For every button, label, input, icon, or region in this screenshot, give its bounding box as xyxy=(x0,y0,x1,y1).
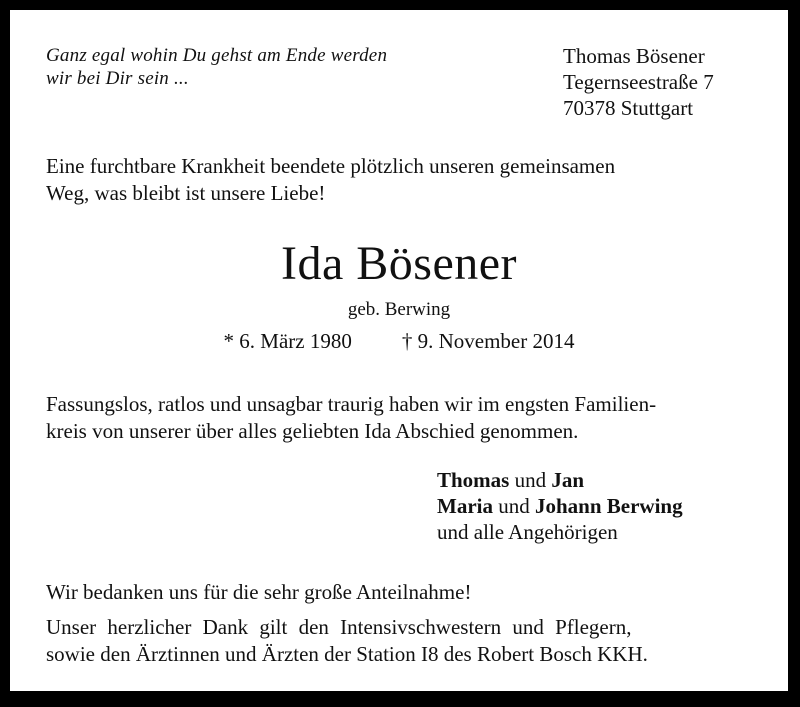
intro-line: Weg, was bleibt ist unsere Liebe! xyxy=(46,181,326,205)
address-name: Thomas Bösener xyxy=(563,44,705,68)
address-city: 70378 Stuttgart xyxy=(563,96,694,120)
mourners-signature xyxy=(437,467,683,545)
acknowledgement-line: sowie den Ärztinnen und Ärzten der Station I8 des Robert Bosch KKH. xyxy=(46,642,648,666)
contact-address xyxy=(563,43,714,121)
motto-line: Ganz egal wohin Du gehst am Ende werden xyxy=(46,45,388,66)
maiden-name: geb. Berwing xyxy=(347,299,451,320)
signer-name: Johann Berwing xyxy=(534,494,683,518)
conjunction: und xyxy=(492,494,535,518)
farewell-line: Fassungslos, ratlos und unsagbar traurig haben wir im engsten Familien- xyxy=(46,392,657,416)
motto-line: wir bei Dir sein ... xyxy=(46,68,189,89)
birth-date: * 6. März 1980 xyxy=(223,329,352,353)
death-date: † 9. November 2014 xyxy=(401,329,575,353)
signer-line xyxy=(437,493,683,519)
life-dates xyxy=(10,328,788,354)
signer-name: Jan xyxy=(551,468,585,492)
farewell-text xyxy=(46,391,764,445)
signer-name: Maria xyxy=(437,494,493,518)
intro-text xyxy=(46,153,766,207)
intro-line: Eine furchtbare Krankheit beendete plötzlich unseren gemeinsamen xyxy=(46,154,616,178)
signer-line xyxy=(437,467,683,493)
signer-line: und alle Angehörigen xyxy=(437,520,618,544)
address-street: Tegernseestraße 7 xyxy=(563,70,714,94)
acknowledgement-text xyxy=(46,614,764,668)
thanks-line: Wir bedanken uns für die sehr große Anteilnahme! xyxy=(46,580,472,604)
conjunction: und xyxy=(509,468,552,492)
acknowledgement-line: Unser herzlicher Dank gilt den Intensivschwestern und Pflegern, xyxy=(46,615,632,639)
farewell-line: kreis von unserer über alles geliebten Ida Abschied genommen. xyxy=(46,419,579,443)
signer-name: Thomas xyxy=(437,468,510,492)
obituary-notice xyxy=(10,10,788,691)
motto-quote xyxy=(46,44,516,90)
deceased-name: Ida Bösener xyxy=(280,237,518,290)
